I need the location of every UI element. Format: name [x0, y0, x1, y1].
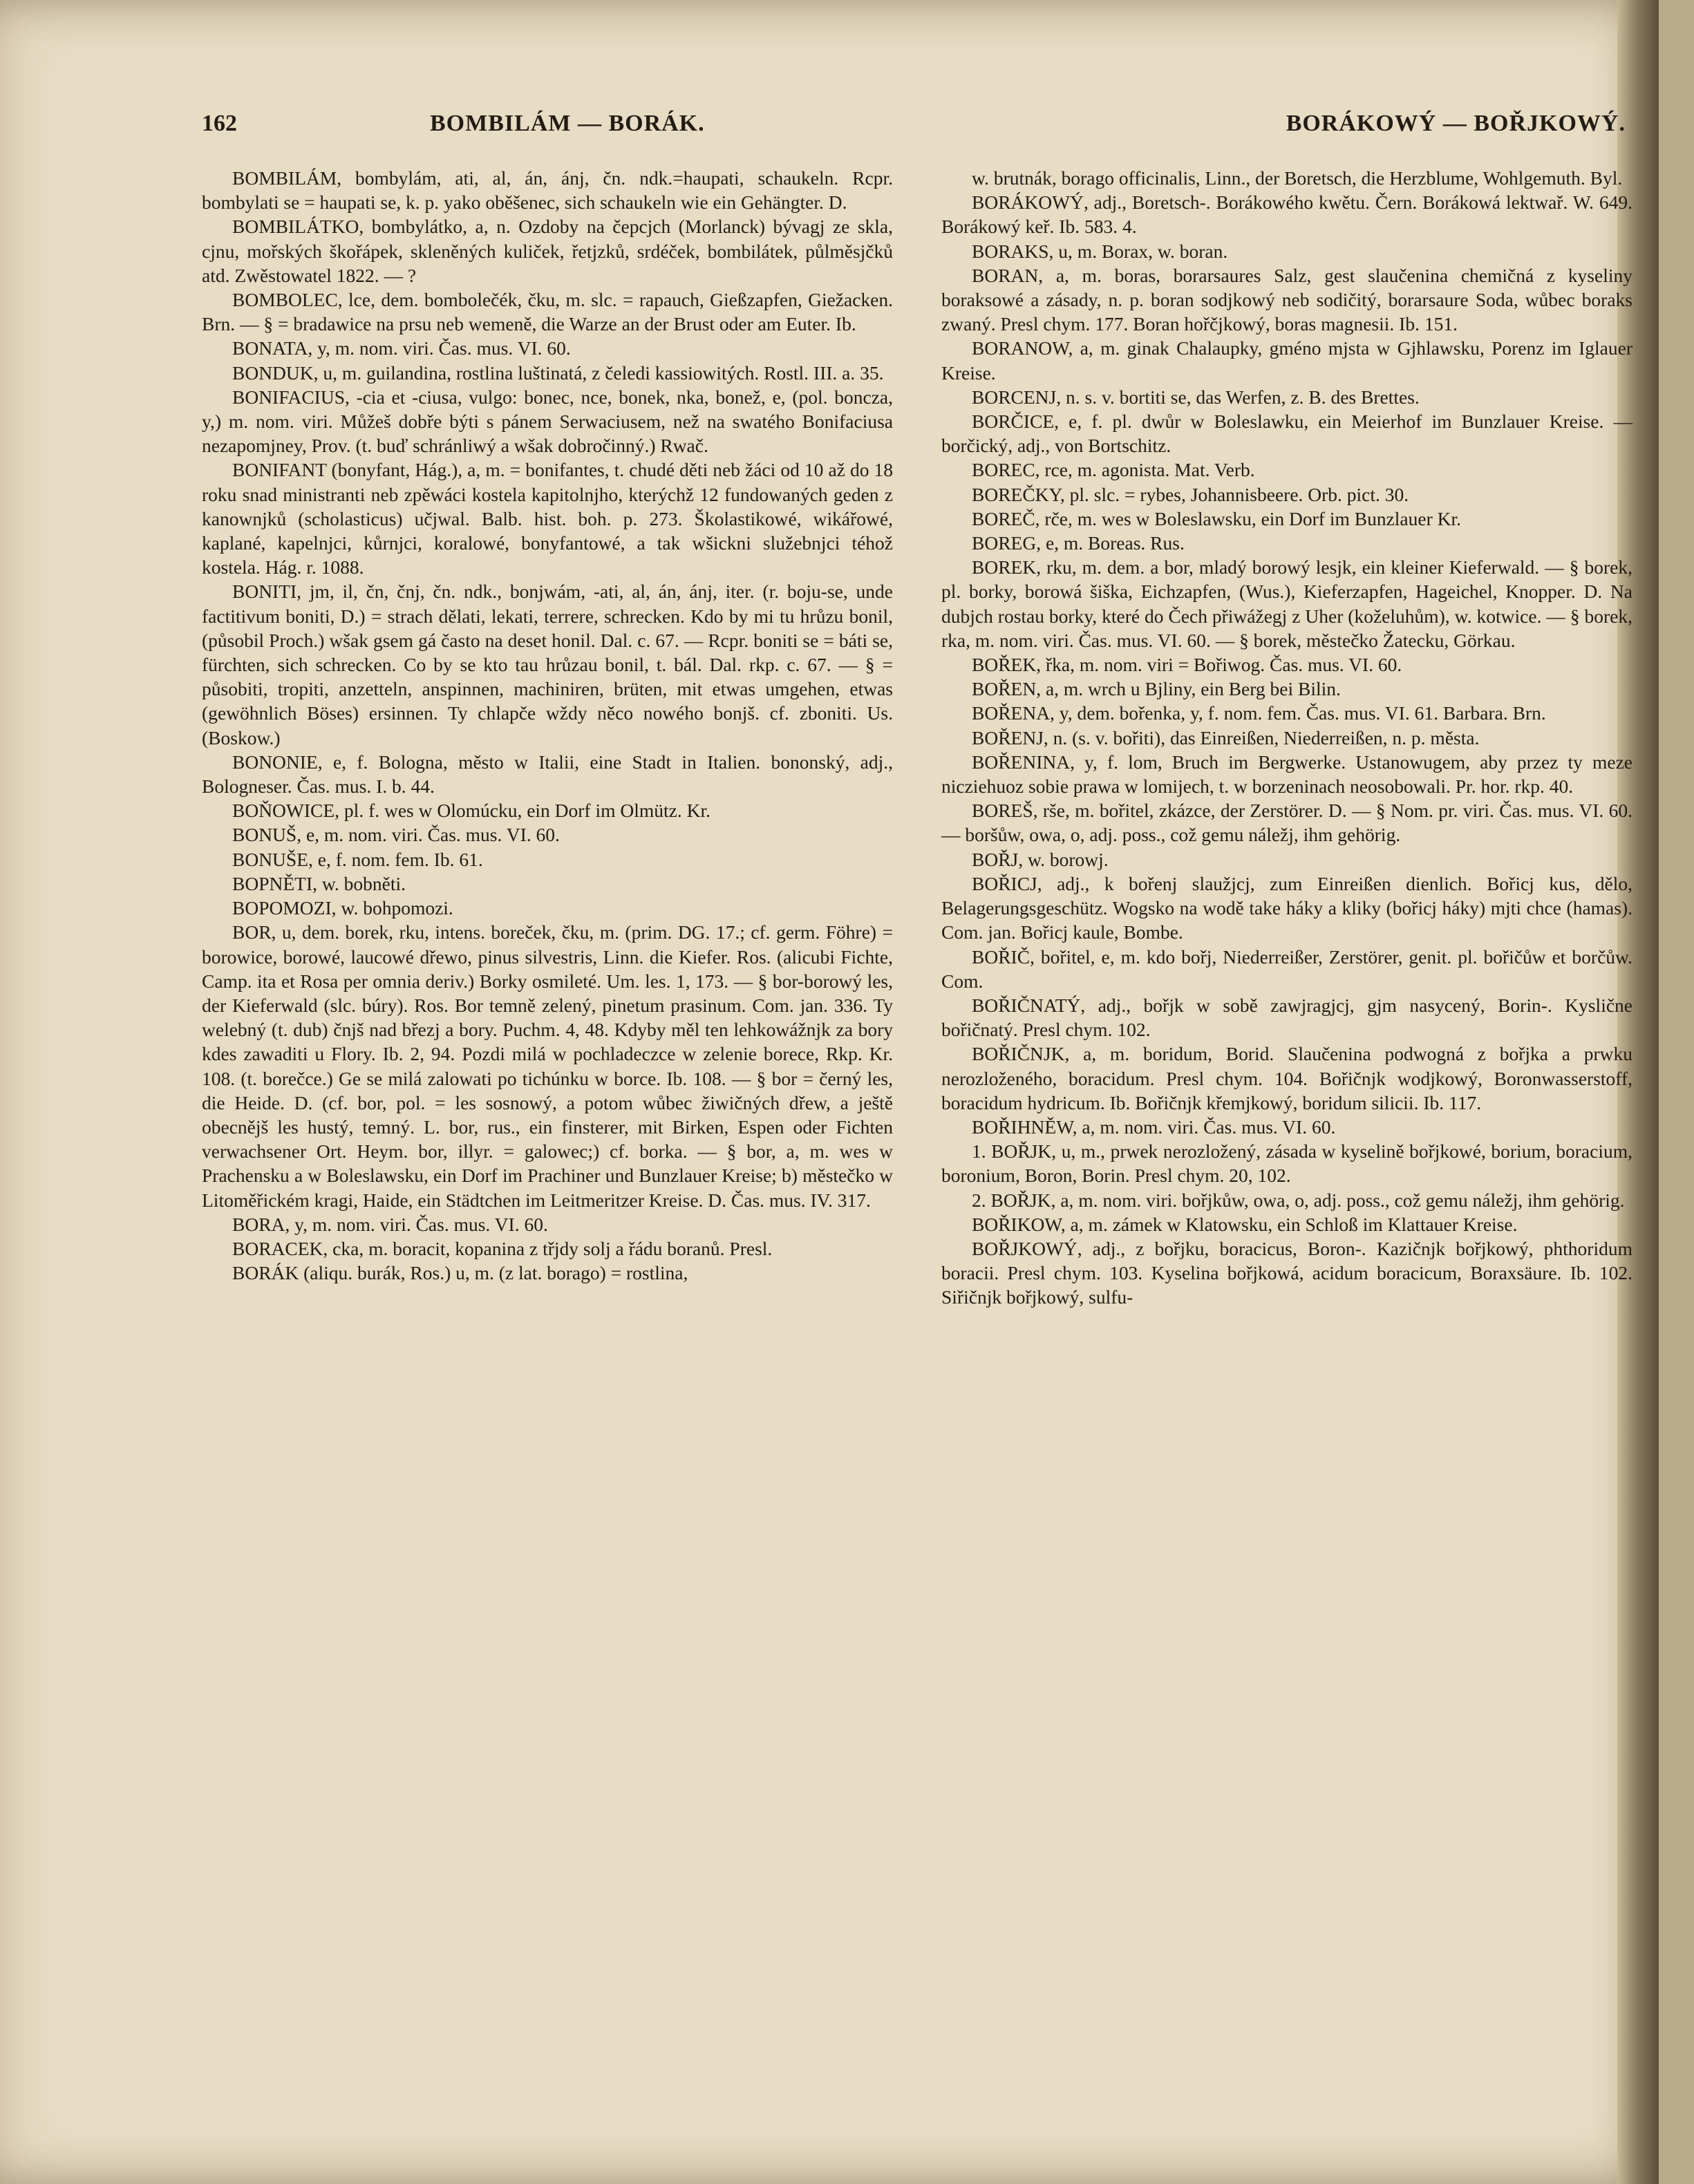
right-column: [941, 166, 1632, 1310]
entry-boric: BOŘIČ, bořitel, e, m. kdo bořj, Niederreißer, Zerstörer, genit. pl. bořičůw et borčůw. Com.: [941, 945, 1632, 992]
entry-borek-name: BOŘEK, řka, m. nom. viri = Bořiwog. Čas. mus. VI. 60.: [972, 654, 1402, 676]
entry-borec: BOREC, rce, m. agonista. Mat. Verb.: [972, 459, 1255, 481]
entry-boricj: BOŘICJ, adj., k bořenj slaužjcj, zum Einreißen dienlich. Bořicj kus, dělo, Belagerungsgeschütz. Wogsko na wodě take háky a kliky (bořicj háky) mjti chce (hamas). Com. jan. Bořicj kaule, Bombe.: [941, 872, 1632, 943]
entry-borakowy: BORÁKOWÝ, adj., Boretsch-. Borákowého kwětu. Čern. Borákowá lektwař. W. 649. Borákowý keř. Ib. 583. 4.: [941, 191, 1632, 238]
entry-bononie: BONONIE, e, f. Bologna, město w Italii, eine Stadt in Italien. bononský, adj., Bologneser. Čas. mus. I. b. 44.: [202, 751, 893, 798]
entry-boran: BORAN, a, m. boras, borarsaures Salz, gest slaučenina chemičná z kyseliny boraksowé a zásady, n. p. boran sodjkowý neb sodičitý, borarsaure Soda, wůbec boraks zwaný. Presl chym. 177. Boran hořčjkowý, boras magnesii. Ib. 151.: [941, 264, 1632, 335]
entry-boren: BOŘEN, a, m. wrch u Bjliny, ein Berg bei Bilin.: [972, 678, 1341, 700]
entry-bonus: BONUŠ, e, m. nom. viri. Čas. mus. VI. 60.: [232, 824, 560, 846]
entry-boracek: BORACEK, cka, m. boracit, kopanina z třjdy solj a řádu boranů. Presl.: [232, 1237, 773, 1259]
entry-bor: BOR, u, dem. borek, rku, intens. boreček, čku, m. (prim. DG. 17.; cf. germ. Föhre) = borowice, borowé, laucowé dřewo, pinus silvestris, Linn. die Kiefer. Ros. (alicubi Fichte, Camp. ita et Rosa per omnia deriv.) Borky osmileté. Um. les. 1, 173. — § bor-borowý les, der Kieferwald (slc. búry). Ros. Bor temně zelený, pinetum prasinum. Com. jan. 336. Ty welebný (t. dub) čnjš nad březj a bory. Puchm. 4, 48. Kdyby měl ten lehkowážnjk za bory kdes zawaditi u Flory. Ib. 2, 94. Pozdi milá w pochladeczce w zelenie borece, Rkp. Kr. 108. (t. borečce.) Ge se milá zalowati po tichúnku w borce. Ib. 108. — § bor = černý les, die Heide. D. (cf. bor, pol. = les sosnowý, a potom wůbec žiwičných dřew, a ještě obecnějš les hustý, temný. L. bor, rus., ein finsterer, mit Birken, Espen oder Fichten verwachsener Ort. Heym. bor, illyr. = galowec;) cf. borka. — § bor, a, m. wes w Prachensku a w Boleslawsku, ein Dorf im Prachiner und Bunzlauer Kreise; b) městečko w Litoměřickém kragi, Haide, ein Städtchen im Leitmeritzer Kreise. D. Čas. mus. IV. 317.: [202, 921, 893, 1211]
entry-bonifant: BONIFANT (bonyfant, Hág.), a, m. = bonifantes, t. chudé děti neb žáci od 10 až do 18 roku snad ministranti neb zpěwáci kostela kapitolnjho, kterýchž 12 fundowaných geden z kanownjků (scholasticus) učjwal. Balb. hist. boh. p. 273. Školastikowé, wikářowé, kaplané, kapelnjci, kůrnjci, koralowé, bonyfantowé, a tak wšickni služebnjci téhož kostela. Hág. r. 1088.: [202, 459, 893, 578]
entry-bombilam: BOMBILÁM, bombylám, ati, al, án, ánj, čn. ndk.=haupati, schaukeln. Rcpr. bombylati se = haupati se, k. p. yako oběšenec, sich schaukeln wie ein Gehängter. D.: [202, 167, 893, 214]
entry-borecky: BOREČKY, pl. slc. = rybes, Johannisbeere. Orb. pict. 30.: [972, 483, 1409, 505]
entry-bonata: BONATA, y, m. nom. viri. Čas. mus. VI. 60.: [232, 337, 571, 359]
entry-borenj: BOŘENJ, n. (s. v. bořiti), das Einreißen, Niederreißen, n. p. města.: [972, 726, 1480, 749]
entry-bonifacius: BONIFACIUS, -cia et -ciusa, vulgo: bonec, nce, bonek, nka, bonež, e, (pol. boncza, y,) m. nom. viri. Můžeš dobře býti s pánem Serwaciusem, než na swatého Bonifaciusa nezapomjney, Prov. (t. buď schránliwý a wšak dobročinný.) Rwač.: [202, 386, 893, 457]
entry-boniti: BONITI, jm, il, čn, čnj, čn. ndk., bonjwám, -ati, al, án, ánj, iter. (r. boju-se, unde factitivum boniti, D.) = strach dělati, lekati, terrere, schrecken. Kdo by mi tu hrůzu bonil, (působil Proch.) wšak gsem gá často na deset honil. Dal. c. 67. — Rcpr. boniti se = báti se, fürchten, sich schrecken. Co by se kto tau hrůzau bonil, t. bál. Dal. rkp. c. 67. — § = působiti, tropiti, anzetteln, anspinnen, machiniren, brüten, mit etwas umgehen, etwas (gewöhnlich Böses) ersinnen. Ty chlapče wždy něco nowého bonjš. cf. zboniti. Us. (Boskow.): [202, 581, 893, 749]
entry-borena: BOŘENA, y, dem. bořenka, y, f. nom. fem. Čas. mus. VI. 61. Barbara. Brn.: [972, 702, 1546, 724]
entry-bores: BOREŠ, rše, m. bořitel, zkázce, der Zerstörer. D. — § Nom. pr. viri. Čas. mus. VI. 60. — boršůw, owa, o, adj. poss., což gemu náležj, ihm gehörig.: [941, 800, 1632, 846]
entry-boricnaty: BOŘIČNATÝ, adj., bořjk w sobě zawjragjcj, gjm nasycený, Borin-. Kyslične bořičnatý. Presl chym. 102.: [941, 994, 1632, 1041]
entry-borcice: BORČICE, e, f. pl. dwůr w Boleslawku, ein Meierhof im Bunzlauer Kreise. — borčický, adj., von Bortschitz.: [941, 411, 1632, 457]
entry-bombilatko: BOMBILÁTKO, bombylátko, a, n. Ozdoby na čepcjch (Morlanck) bývagj ze skla, cjnu, mořských škořápek, skleněných kuliček, řetjzků, srdéček, bombilátek, půlměsjčků atd. Zwěstowatel 1822. — ?: [202, 216, 893, 286]
entry-borj: BOŘJ, w. borowj.: [972, 848, 1109, 870]
left-running-title: BOMBILÁM — BORÁK.: [430, 111, 705, 136]
entry-borec-village: BOREČ, rče, m. wes w Boleslawsku, ein Dorf im Bunzlauer Kr.: [972, 507, 1462, 529]
entry-borjk-1: 1. BOŘJK, u, m., prwek nerozložený, zásada w kyselině bořjkowé, borium, boracium, boronium, Boron, Borin. Presl chym. 20, 102.: [941, 1140, 1632, 1187]
entry-borikow: BOŘIKOW, a, m. zámek w Klatowsku, ein Schloß im Klattauer Kreise.: [972, 1213, 1518, 1235]
entry-borek: BOREK, rku, m. dem. a bor, mladý borowý lesjk, ein kleiner Kieferwald. — § borek, pl. borky, borowá šiška, Eichzapfen, (Wus.), Kieferzapfen, Hageichel, Knopper. D. Na dubjch rostau borky, které do Čech přiwážegj z Uher (koželuhům), w. kotwice. — § borek, rka, m. nom. viri. Čas. mus. VI. 60. — § borek, městečko Žatecku, Görkau.: [941, 556, 1632, 651]
entry-boreg: BOREG, e, m. Boreas. Rus.: [972, 532, 1185, 554]
entry-borjk-2: 2. BOŘJK, a, m. nom. viri. bořjkůw, owa, o, adj. poss., což gemu náležj, ihm gehörig.: [972, 1189, 1625, 1211]
entry-boranow: BORANOW, a, m. ginak Chalaupky, gméno mjsta w Gjhlawsku, Porenz im Iglauer Kreise.: [941, 337, 1632, 384]
entry-bopneti: BOPNĚTI, w. bobněti.: [232, 872, 406, 894]
running-header: [202, 111, 1626, 152]
entry-bopomozi: BOPOMOZI, w. bohpomozi.: [232, 897, 453, 919]
page-number: 162: [202, 111, 237, 136]
entry-boraks: BORAKS, u, m. Borax, w. boran.: [972, 240, 1228, 262]
entry-borjkowy: BOŘJKOWÝ, adj., z bořjku, boracicus, Boron-. Kazičnjk bořjkowý, phthoridum boracii. Presl chym. 103. Kyselina bořjkowá, acidum boracicum, Boraxsäure. Ib. 102. Siřičnjk bořjkowý, sulfu-: [941, 1237, 1632, 1308]
right-running-title: BORÁKOWÝ — BOŘJKOWÝ.: [1286, 111, 1626, 136]
entry-bonuse: BONUŠE, e, f. nom. fem. Ib. 61.: [232, 848, 483, 870]
entry-borihnew: BOŘIHNĚW, a, m. nom. viri. Čas. mus. VI. 60.: [972, 1115, 1336, 1138]
entry-borenina: BOŘENINA, y, f. lom, Bruch im Bergwerke. Ustanowugem, aby przez ty meze nicziehuoz sobie prawa w lomijech, t. w borzeninach neosobowali. Pr. hor. rkp. 40.: [941, 751, 1632, 798]
entry-bora: BORA, y, m. nom. viri. Čas. mus. VI. 60.: [232, 1213, 548, 1235]
entry-bonduk: BONDUK, u, m. guilandina, rostlina luštinatá, z čeledi kassiowitých. Rostl. III. a. 35.: [232, 361, 884, 384]
entry-borak: BORÁK (aliqu. burák, Ros.) u, m. (z lat. borago) = rostlina,: [232, 1262, 688, 1284]
entry-bonowice: BOŇOWICE, pl. f. wes w Olomúcku, ein Dorf im Olmütz. Kr.: [232, 800, 710, 822]
entry-borcenj: BORCENJ, n. s. v. bortiti se, das Werfen, z. B. des Brettes.: [972, 386, 1420, 408]
left-column: [202, 166, 893, 1285]
entry-bombolec: BOMBOLEC, lce, dem. bombolečék, čku, m. slc. = rapauch, Gießzapfen, Giežacken. Brn. — § = bradawice na prsu neb wemeně, die Warze an der Brust oder am Euter. Ib.: [202, 289, 893, 335]
entry-borak-continued: w. brutnák, borago officinalis, Linn., der Boretsch, die Herzblume, Wohlgemuth. Byl.: [972, 167, 1623, 189]
entry-boricnjk: BOŘIČNJK, a, m. boridum, Borid. Slaučenina podwogná z bořjka a prwku nerozloženého, boracidum. Presl chym. 104. Bořičnjk wodjkowý, Boronwasserstoff, boracidum hydricum. Ib. Bořičnjk křemjkowý, boridum silicii. Ib. 117.: [941, 1043, 1632, 1113]
